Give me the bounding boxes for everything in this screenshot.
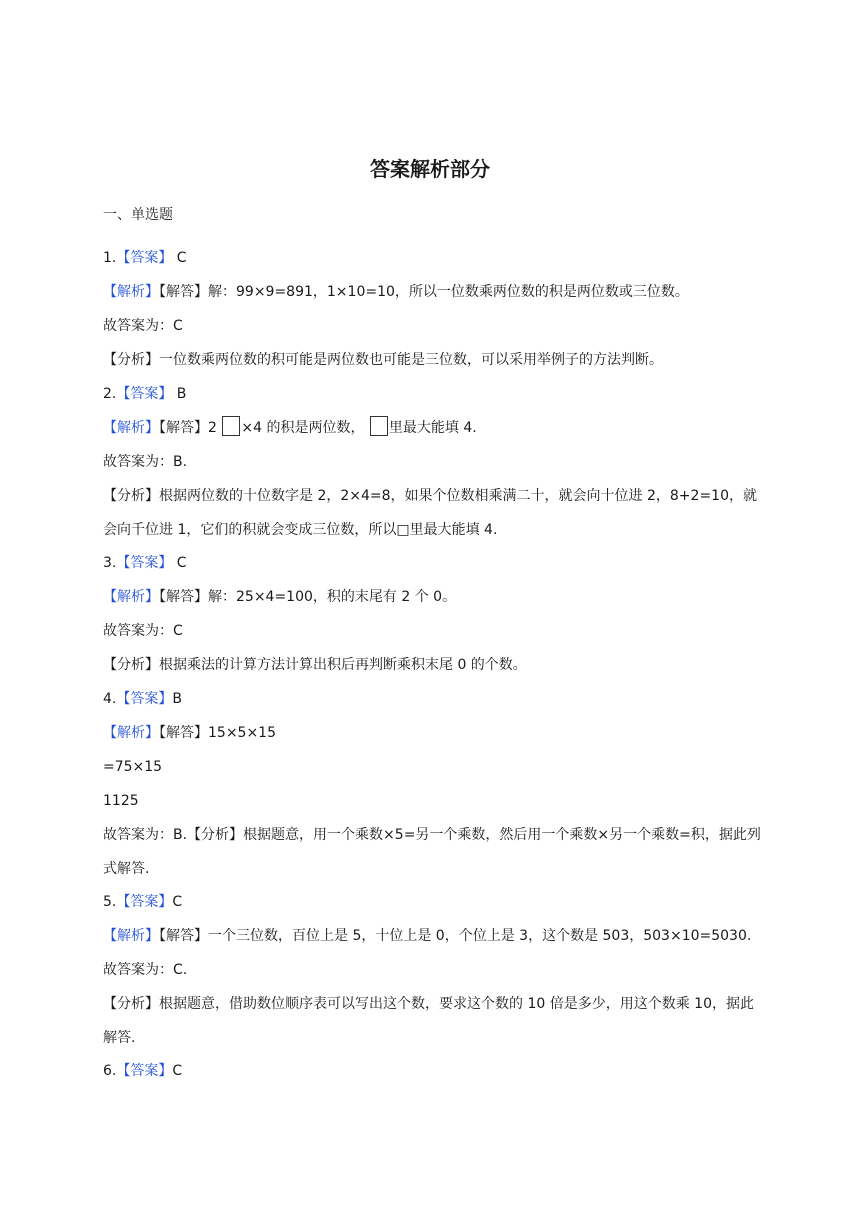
- q2-conclusion: 故答案为：B.: [103, 454, 188, 470]
- q5-answer: C: [172, 894, 183, 910]
- q5-analysis-line: [103, 924, 763, 948]
- q6-answer-line: [103, 1059, 763, 1083]
- q3-answer: C: [172, 555, 187, 571]
- q3-analysis-tag: 【解析】: [103, 589, 159, 605]
- q1-answer-tag: 【答案】: [116, 250, 173, 266]
- page-title: 答案解析部分: [370, 157, 490, 181]
- q6-answer: C: [172, 1063, 183, 1079]
- q4-analysis-tag: 【解析】: [103, 725, 159, 741]
- q1-answer: C: [172, 250, 187, 266]
- q4-conclusion-fenxi: 故答案为：B.【分析】根据题意，用一个乘数×5=另一个乘数，然后用一个乘数×另一个乘数=积，据此列式解答.: [103, 827, 761, 877]
- q1-conclusion: 故答案为：C: [103, 318, 183, 334]
- q4-answer: B: [172, 691, 182, 707]
- q6-number: 6.: [103, 1063, 117, 1079]
- q3-conclusion: 故答案为：C: [103, 623, 183, 639]
- q2-analysis-line: [103, 416, 763, 440]
- q3-analysis-line: [103, 585, 763, 609]
- q3-fenxi: 【分析】根据乘法的计算方法计算出积后再判断乘积末尾 0 的个数。: [103, 657, 527, 673]
- q1-solution: 【解答】解：99×9=891，1×10=10，所以一位数乘两位数的积是两位数或三位数。: [159, 284, 689, 300]
- blank-box-icon: [370, 416, 388, 436]
- q4-answer-tag: 【答案】: [116, 691, 173, 707]
- q3-answer-line: [103, 551, 763, 575]
- q2-analysis-tag: 【解析】: [103, 420, 159, 436]
- q4-step1: =75×15: [103, 759, 163, 775]
- q5-fenxi: 【分析】根据题意，借助数位顺序表可以写出这个数，要求这个数的 10 倍是多少，用这个数乘 10，据此解答.: [103, 996, 754, 1046]
- q3-answer-tag: 【答案】: [116, 555, 173, 571]
- q2-solution-b: ×4 的积是两位数，: [241, 420, 365, 436]
- section-heading: 一、单选题: [103, 207, 173, 223]
- blank-box-icon: [222, 416, 240, 436]
- q1-analysis-tag: 【解析】: [103, 284, 159, 300]
- q2-number: 2.: [103, 386, 117, 402]
- q4-answer-line: [103, 687, 763, 711]
- q4-solution: 【解答】15×5×15: [159, 725, 276, 741]
- q5-answer-line: [103, 890, 763, 914]
- q2-answer-tag: 【答案】: [116, 386, 173, 402]
- q2-answer: B: [172, 386, 187, 402]
- q5-solution: 【解答】一个三位数，百位上是 5，十位上是 0，个位上是 3，这个数是 503，503×10=5030.: [159, 928, 752, 944]
- q2-solution-c: 里最大能填 4.: [388, 420, 477, 436]
- q3-number: 3.: [103, 555, 117, 571]
- q4-step2: 1125: [103, 793, 139, 809]
- q2-solution-a: 【解答】2: [159, 420, 217, 436]
- q5-answer-tag: 【答案】: [116, 894, 173, 910]
- q1-analysis-line: [103, 280, 763, 304]
- q5-analysis-tag: 【解析】: [103, 928, 159, 944]
- q5-number: 5.: [103, 894, 117, 910]
- q1-answer-line: [103, 246, 763, 270]
- q6-answer-tag: 【答案】: [116, 1063, 173, 1079]
- q2-fenxi: 【分析】根据两位数的十位数字是 2，2×4=8，如果个位数相乘满二十，就会向十位进 2，8+2=10，就会向千位进 1，它们的积就会变成三位数，所以□里最大能填 4.: [103, 488, 757, 538]
- q4-number: 4.: [103, 691, 117, 707]
- q5-conclusion: 故答案为：C.: [103, 962, 188, 978]
- q1-number: 1.: [103, 250, 117, 266]
- q4-analysis-line: [103, 721, 763, 745]
- q2-answer-line: [103, 382, 763, 406]
- q3-solution: 【解答】解：25×4=100，积的末尾有 2 个 0。: [159, 589, 457, 605]
- q1-fenxi: 【分析】一位数乘两位数的积可能是两位数也可能是三位数，可以采用举例子的方法判断。: [103, 352, 663, 368]
